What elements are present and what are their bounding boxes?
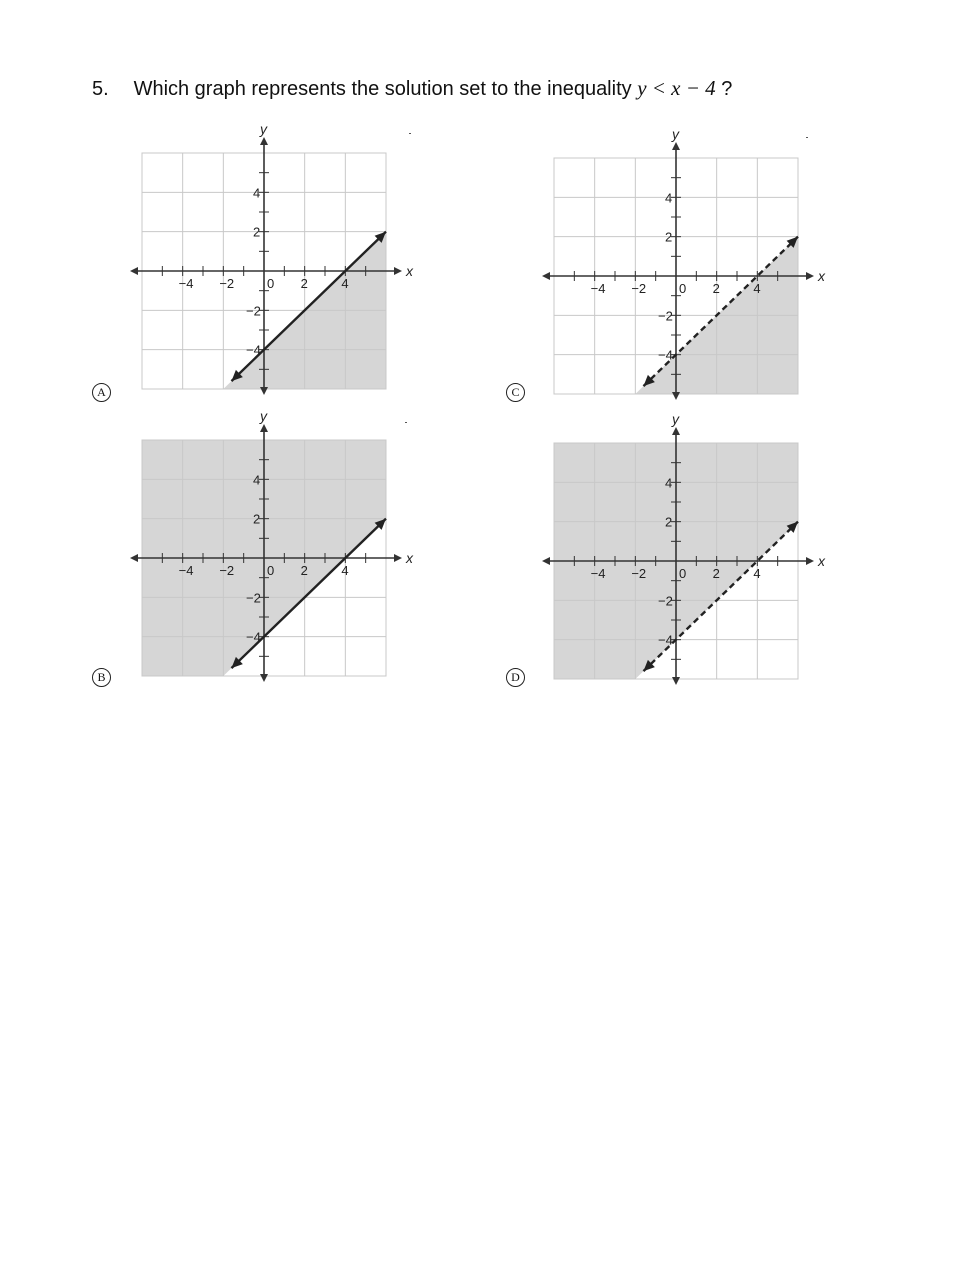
x-tick-label: 0 (267, 563, 275, 578)
y-axis-arrow (672, 142, 680, 150)
y-tick-label: 4 (665, 475, 673, 491)
y-axis-label: y (672, 126, 679, 142)
y-axis-arrow (672, 427, 680, 435)
y-axis-arrow-bottom (260, 387, 268, 395)
y-tick-label: 4 (665, 190, 673, 206)
question-text: Which graph represents the solution set to the inequality (133, 78, 638, 100)
y-tick-label: −4 (658, 347, 673, 363)
scan-mark (806, 137, 808, 138)
y-axis-arrow-bottom (672, 677, 680, 685)
x-tick-label: −2 (219, 563, 235, 578)
y-axis-label: y (260, 121, 267, 137)
x-tick-label: 0 (679, 566, 687, 581)
x-tick-label: −2 (631, 281, 647, 296)
x-tick-label: 2 (712, 281, 720, 296)
x-axis-label: x (818, 553, 825, 569)
x-tick-label: 2 (712, 566, 720, 581)
choice-c-label: C (511, 385, 520, 399)
y-tick-label: 2 (253, 224, 261, 240)
x-tick-label: 4 (341, 563, 349, 578)
question-inequality: y < x − 4 (637, 76, 716, 100)
y-tick-label: −2 (246, 303, 261, 319)
x-tick-label: −2 (631, 566, 647, 581)
y-tick-label: −4 (246, 629, 261, 645)
y-tick-label: −2 (658, 308, 673, 324)
question-number: 5. (92, 78, 109, 100)
choice-d-label: D (511, 670, 520, 684)
x-axis-arrow-left (130, 267, 138, 275)
y-axis-arrow-bottom (260, 674, 268, 682)
x-tick-label: −4 (178, 276, 194, 291)
x-axis-label: x (818, 268, 825, 284)
x-axis-arrow (394, 267, 402, 275)
y-axis-arrow (260, 424, 268, 432)
y-axis-arrow-bottom (672, 392, 680, 400)
y-tick-label: −2 (246, 590, 261, 606)
choice-c-bubble[interactable] (506, 383, 525, 402)
y-axis-arrow (260, 137, 268, 145)
y-tick-label: −2 (658, 593, 673, 609)
x-tick-label: −4 (590, 281, 606, 296)
choice-a-label: A (97, 385, 106, 399)
x-axis-arrow (806, 272, 814, 280)
x-tick-label: 0 (267, 276, 275, 291)
choice-d-bubble[interactable] (506, 668, 525, 687)
y-tick-label: −4 (246, 342, 261, 358)
x-tick-label: −2 (219, 276, 235, 291)
x-tick-label: 4 (753, 566, 761, 581)
x-axis-arrow-left (130, 554, 138, 562)
x-tick-label: 4 (341, 276, 349, 291)
y-tick-label: 2 (253, 511, 261, 527)
x-tick-label: 2 (300, 276, 308, 291)
choice-b-bubble[interactable] (92, 668, 111, 687)
scan-mark (409, 133, 411, 134)
x-tick-label: −4 (178, 563, 194, 578)
x-axis-arrow-left (542, 557, 550, 565)
y-tick-label: 4 (253, 185, 261, 201)
x-axis-label: x (406, 550, 413, 566)
x-tick-label: 2 (300, 563, 308, 578)
choice-b-label: B (97, 670, 106, 684)
x-axis-arrow-left (542, 272, 550, 280)
graph-a (120, 121, 420, 405)
graph-d (532, 411, 832, 695)
x-axis-arrow (394, 554, 402, 562)
y-axis-label: y (672, 411, 679, 427)
y-tick-label: 4 (253, 472, 261, 488)
question (92, 76, 732, 101)
x-axis-label: x (406, 263, 413, 279)
x-tick-label: −4 (590, 566, 606, 581)
x-tick-label: 4 (753, 281, 761, 296)
choice-a-bubble[interactable] (92, 383, 111, 402)
question-mark: ? (721, 78, 733, 100)
graph-b (120, 408, 420, 692)
y-tick-label: −4 (658, 632, 673, 648)
graph-c (532, 126, 832, 410)
x-axis-arrow (806, 557, 814, 565)
y-axis-label: y (260, 408, 267, 424)
y-tick-label: 2 (665, 229, 673, 245)
y-tick-label: 2 (665, 514, 673, 530)
x-tick-label: 0 (679, 281, 687, 296)
